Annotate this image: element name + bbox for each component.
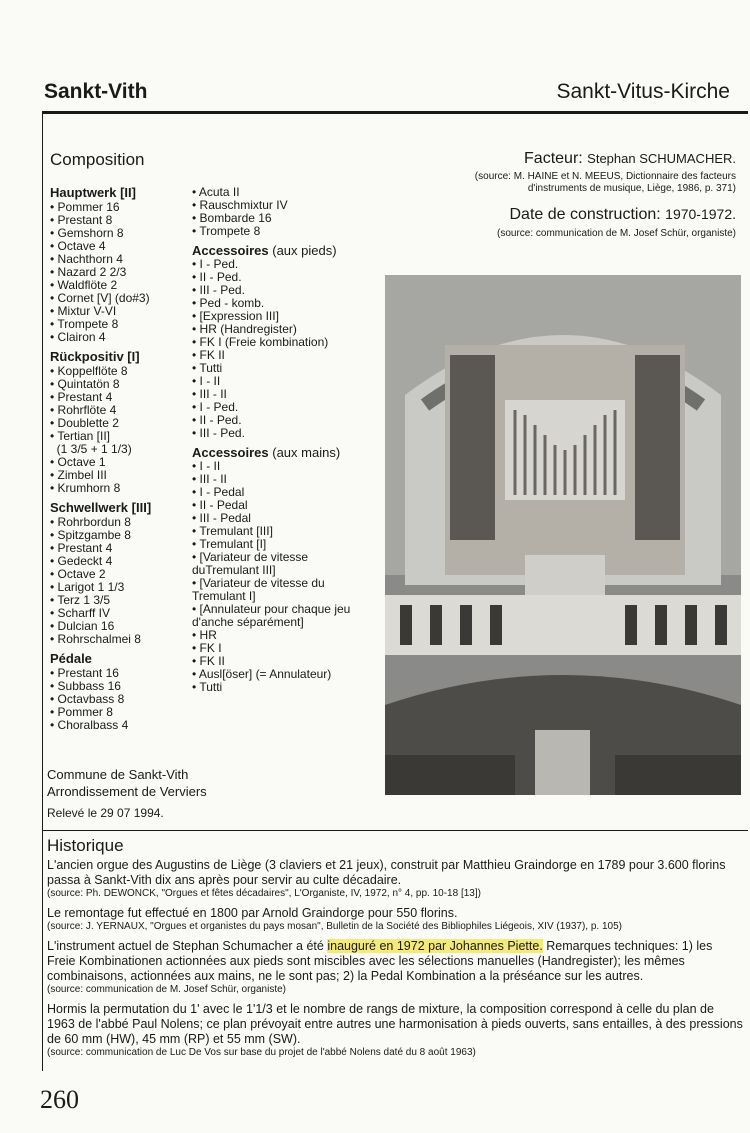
accessories-feet-title: Accessoires (aux pieds) xyxy=(192,243,337,258)
organ-photo xyxy=(385,275,741,795)
stop-item: • Ausl[öser] (= Annulateur) xyxy=(192,668,357,681)
stop-item: • Krumhorn 8 xyxy=(50,482,190,495)
stop-list-column-1 xyxy=(50,186,190,732)
stop-item: • III - II xyxy=(192,388,357,401)
stop-item: • III - Ped. xyxy=(192,284,357,297)
stop-item: • Pommer 8 xyxy=(50,706,190,719)
stop-item: • Cornet [V] (do#3) xyxy=(50,292,190,305)
stop-item: • Rohrbordun 8 xyxy=(50,516,190,529)
stop-item: • Pommer 16 xyxy=(50,201,190,214)
stop-item: • I - Ped. xyxy=(192,258,357,271)
stop-item: • Tutti xyxy=(192,681,357,694)
stop-item: • Rohrflöte 4 xyxy=(50,404,190,417)
stop-item: • Larigot 1 1/3 xyxy=(50,581,190,594)
stop-item: • Tremulant [III] xyxy=(192,525,357,538)
division-title: Schwellwerk [III] xyxy=(50,500,152,515)
stop-item: • FK I (Freie kombination) xyxy=(192,336,357,349)
stop-item: • Zimbel III xyxy=(50,469,190,482)
page-number: 260 xyxy=(40,1085,79,1114)
stop-item: • HR xyxy=(192,629,357,642)
stop-item: • Quintatön 8 xyxy=(50,378,190,391)
commune-info: Commune de Sankt-Vith Arrondissement de Verviers xyxy=(47,767,207,799)
stop-item: • I - II xyxy=(192,460,357,473)
history-title: Historique xyxy=(47,836,124,855)
stop-list-column-2 xyxy=(192,186,357,694)
church-name: Sankt-Vitus-Kirche xyxy=(556,80,730,103)
stop-item: • Mixtur V-VI xyxy=(50,305,190,318)
left-rule-lower xyxy=(42,831,43,1071)
stop-item: • [Variateur de vitesse duTremulant III] xyxy=(192,551,357,577)
stop-item: • Scharff IV xyxy=(50,607,190,620)
stop-item: • FK II xyxy=(192,349,357,362)
highlighted-text: inauguré en 1972 par Johannes Piette. xyxy=(327,939,543,953)
builder-source: (source: M. HAINE et N. MEEUS, Dictionnaire des facteurs d'instruments de musique, Liège, 1986, p. 371) xyxy=(474,171,736,194)
stop-item: • I - Ped. xyxy=(192,401,357,414)
stop-item: (1 3/5 + 1 1/3) xyxy=(56,442,132,456)
stop-item: • Prestant 4 xyxy=(50,391,190,404)
division-title: Rückpositiv [I] xyxy=(50,349,140,364)
left-rule xyxy=(42,114,43,831)
division-title: Pédale xyxy=(50,651,92,666)
stop-item: • HR (Handregister) xyxy=(192,323,357,336)
stop-item: • [Annulateur pour chaque jeu d'anche séparément] xyxy=(192,603,357,629)
section-rule xyxy=(42,830,748,831)
stop-item: • Waldflöte 2 xyxy=(50,279,190,292)
stop-item: • II - Pedal xyxy=(192,499,357,512)
builder: Facteur: Stephan SCHUMACHER. xyxy=(524,150,736,167)
stop-item: • Spitzgambe 8 xyxy=(50,529,190,542)
stop-item: • FK I xyxy=(192,642,357,655)
division-title: Hauptwerk [II] xyxy=(50,185,136,200)
stop-item: • II - Ped. xyxy=(192,414,357,427)
stop-item: • Prestant 4 xyxy=(50,542,190,555)
stop-item: • Trompete 8 xyxy=(192,225,357,238)
stop-item: • Rohrschalmei 8 xyxy=(50,633,190,646)
composition-title: Composition xyxy=(50,150,145,169)
header-rule xyxy=(42,111,748,114)
stop-item: • Clairon 4 xyxy=(50,331,190,344)
date-source: (source: communication de M. Josef Schür, organiste) xyxy=(497,228,736,239)
stop-item: • Prestant 16 xyxy=(50,667,190,680)
page-title: Sankt-Vith xyxy=(44,80,148,103)
stop-item: • Dulcian 16 xyxy=(50,620,190,633)
stop-item: • Terz 1 3/5 xyxy=(50,594,190,607)
stop-item: • III - II xyxy=(192,473,357,486)
survey-date: Relevé le 29 07 1994. xyxy=(47,806,164,820)
stop-item: • Koppelflöte 8 xyxy=(50,365,190,378)
stop-item: • Rauschmixtur IV xyxy=(192,199,357,212)
stop-item: • [Expression III] xyxy=(192,310,357,323)
stop-item: • Gemshorn 8 xyxy=(50,227,190,240)
stop-item: • [Variateur de vitesse du Tremulant I] xyxy=(192,577,357,603)
stop-item: • Bombarde 16 xyxy=(192,212,357,225)
stop-item: • Trompete 8 xyxy=(50,318,190,331)
stop-item: • Tutti xyxy=(192,362,357,375)
stop-item: • Octave 2 xyxy=(50,568,190,581)
stop-item: • Doublette 2 xyxy=(50,417,190,430)
stop-item: • FK II xyxy=(192,655,357,668)
stop-item: • Tertian [II] xyxy=(50,430,190,443)
history-paragraph: L'ancien orgue des Augustins de Liège (3 claviers et 21 jeux), construit par Matthieu Graindorge en 1789 pour 3.600 florins passa à Sankt-Vith dix ans après pour servir au culte décadaire. (source: Ph. DEWONCK, "Orgues et fêtes décadaires", L'Organiste, IV, 1972, n° 4, pp. 10-18 [13]) Le remontage fut effectué en 1800 par Arnold Graindorge pour 550 florins. (source: J. YERNAUX, "Orgues et organistes du pays mosan", Bulletin de la Société des Bibliophiles Liégeois, XIV (1937), p. 105) L'instrument actuel de Stephan Schumacher a été inauguré en 1972 par Johannes Piette. Remarques techniques: 1) les Freie Kombinationen actionnées aux pieds sont miscibles avec les sélections manuelles (Handregister); les mêmes combinaisons, actionnées aux mains, ne le sont pas; 2) la Pedal Kombination a la préséance sur les autres. (source: communication de M. Josef Schür, organiste) Hormis la permutation du 1' avec le 1'1/3 et le nombre de rangs de mixture, la composition correspond à celle du plan de 1963 de l'abbé Paul Nolens; ce plan prévoyait entre autres une harmonisation à pieds ouverts, sans entailles, à des pressions de 60 mm (HW), 45 mm (RP) et 55 mm (SW). (source: communication de Luc De Vos sur base du projet de l'abbé Nolens daté du 8 août 1963) xyxy=(47,858,743,1058)
stop-item: • Ped - komb. xyxy=(192,297,357,310)
stop-item: • III - Ped. xyxy=(192,427,357,440)
stop-item: • II - Ped. xyxy=(192,271,357,284)
stop-item: • Octave 4 xyxy=(50,240,190,253)
stop-item: • Tremulant [I] xyxy=(192,538,357,551)
stop-item: • Octave 1 xyxy=(50,456,190,469)
stop-item: • Gedeckt 4 xyxy=(50,555,190,568)
stop-item: • I - II xyxy=(192,375,357,388)
stop-item: • Subbass 16 xyxy=(50,680,190,693)
stop-item: • Choralbass 4 xyxy=(50,719,190,732)
stop-item: • Prestant 8 xyxy=(50,214,190,227)
accessories-hands-title: Accessoires (aux mains) xyxy=(192,445,341,460)
construction-date: Date de construction: 1970-1972. xyxy=(509,206,736,223)
stop-item: • III - Pedal xyxy=(192,512,357,525)
stop-item: • Nazard 2 2/3 xyxy=(50,266,190,279)
stop-item: • Acuta II xyxy=(192,186,357,199)
stop-item: • Octavbass 8 xyxy=(50,693,190,706)
stop-item: • Nachthorn 4 xyxy=(50,253,190,266)
stop-item: • I - Pedal xyxy=(192,486,357,499)
